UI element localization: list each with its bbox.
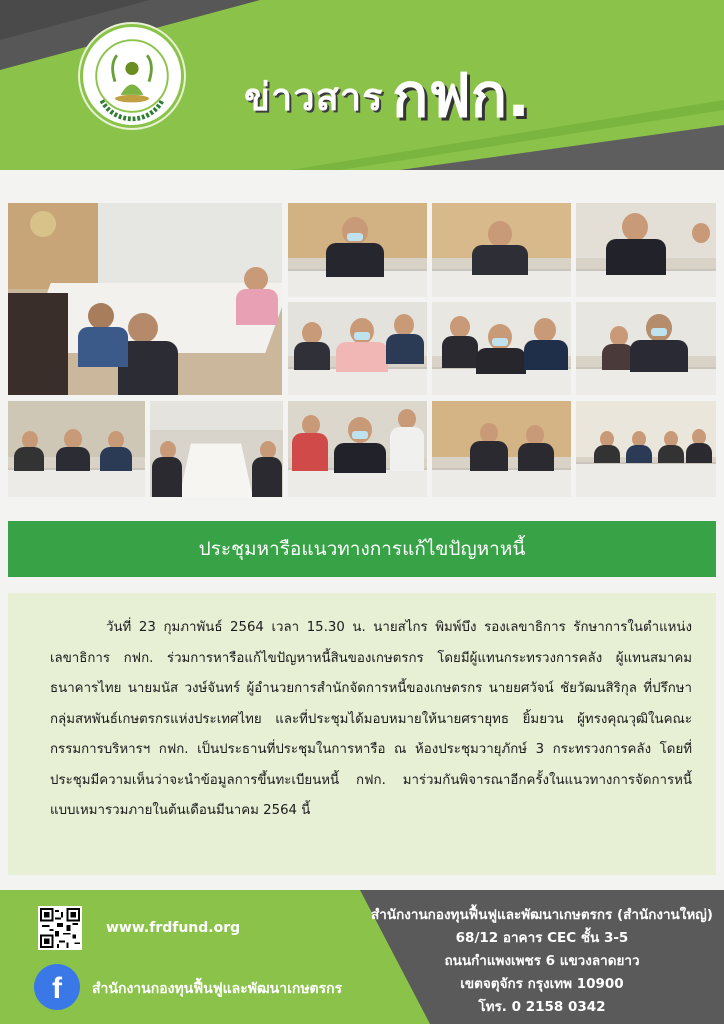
meeting-photo-5: [288, 302, 427, 395]
qr-code: [38, 906, 82, 950]
office-name: สำนักงานกองทุนฟื้นฟูและพัฒนาเกษตรกร (สำนักงานใหญ่): [371, 907, 713, 923]
footer-contact: [0, 890, 724, 1024]
office-phone: โทร. 0 2158 0342: [478, 999, 606, 1015]
meeting-photo-10: [288, 401, 427, 497]
office-district: เขตจตุจักร กรุงเทพ 10900: [460, 976, 624, 992]
meeting-room-photo-large: [8, 203, 282, 395]
office-address: [366, 904, 718, 1019]
meeting-photo-9: [150, 401, 283, 497]
office-building: 68/12 อาคาร CEC ชั้น 3-5: [455, 930, 629, 946]
meeting-photo-2: [288, 203, 427, 297]
qr-code-icon: [40, 908, 80, 948]
meeting-photo-collage: [8, 203, 716, 497]
header-title-agency: กฟก.: [392, 61, 530, 131]
facebook-page-name[interactable]: สำนักงานกองทุนฟื้นฟูและพัฒนาเกษตรกร: [92, 981, 343, 997]
website-link[interactable]: www.frdfund.org: [106, 920, 241, 936]
article-body: วันที่ 23 กุมภาพันธ์ 2564 เวลา 15.30 น. นายสไกร พิมพ์บึง รองเลขาธิการ รักษาการในตำแหน่งเลขาธิการ กฟก. ร่วมการหารือแก้ไขปัญหาหนี้สินของเกษตรกร โดยมีผู้แทนกระทรวงการคลัง ผู้แทนสมาคมธนาคารไทย นายมนัส วงษ์จันทร์ ผู้อำนวยการสำนักจัดการหนี้ของเกษตรกร นายยศวัจน์ ชัยวัฒนสิริกุล ที่ปรึกษากลุ่มสหพันธ์เกษตรกรแห่งประเทศไทย และที่ประชุมได้มอบหมายให้นายศรายุทธ ยิ้มยวน ผู้ทรงคุณวุฒิในคณะกรรมการบริหารฯ กฟก. เป็นประธานที่ประชุมในการหารือ ณ ห้องประชุมวายุภักษ์ 3 กระทรวงการคลัง โดยที่ประชุมมีความเห็นว่าจะนำข้อมูลการขึ้นทะเบียนหนี้ กฟก. มาร่วมกันพิจารณาอีกครั้งในแนวทางการจัดการหนี้แบบเหมารวมภายในต้นเดือนมีนาคม 2564 นี้: [50, 620, 692, 818]
meeting-photo-12: [576, 401, 716, 497]
meeting-photo-3: [432, 203, 571, 297]
news-headline-bar: [8, 521, 716, 577]
meeting-photo-7: [576, 302, 716, 395]
news-headline: ประชุมหารือแนวทางการแก้ไขปัญหาหนี้: [198, 538, 526, 560]
meeting-photo-6: [432, 302, 571, 395]
meeting-photo-4: [576, 203, 716, 297]
news-article: [8, 593, 716, 875]
meeting-photo-8: [8, 401, 145, 497]
meeting-photo-11: [432, 401, 571, 497]
header-title-prefix: ข่าวสาร: [244, 75, 384, 119]
agency-seal-icon: [83, 27, 181, 125]
facebook-icon[interactable]: f: [34, 964, 80, 1010]
office-street: ถนนกำแพงเพชร 6 แขวงลาดยาว: [444, 953, 640, 969]
header-banner: [0, 0, 724, 170]
agency-logo: [80, 24, 184, 128]
